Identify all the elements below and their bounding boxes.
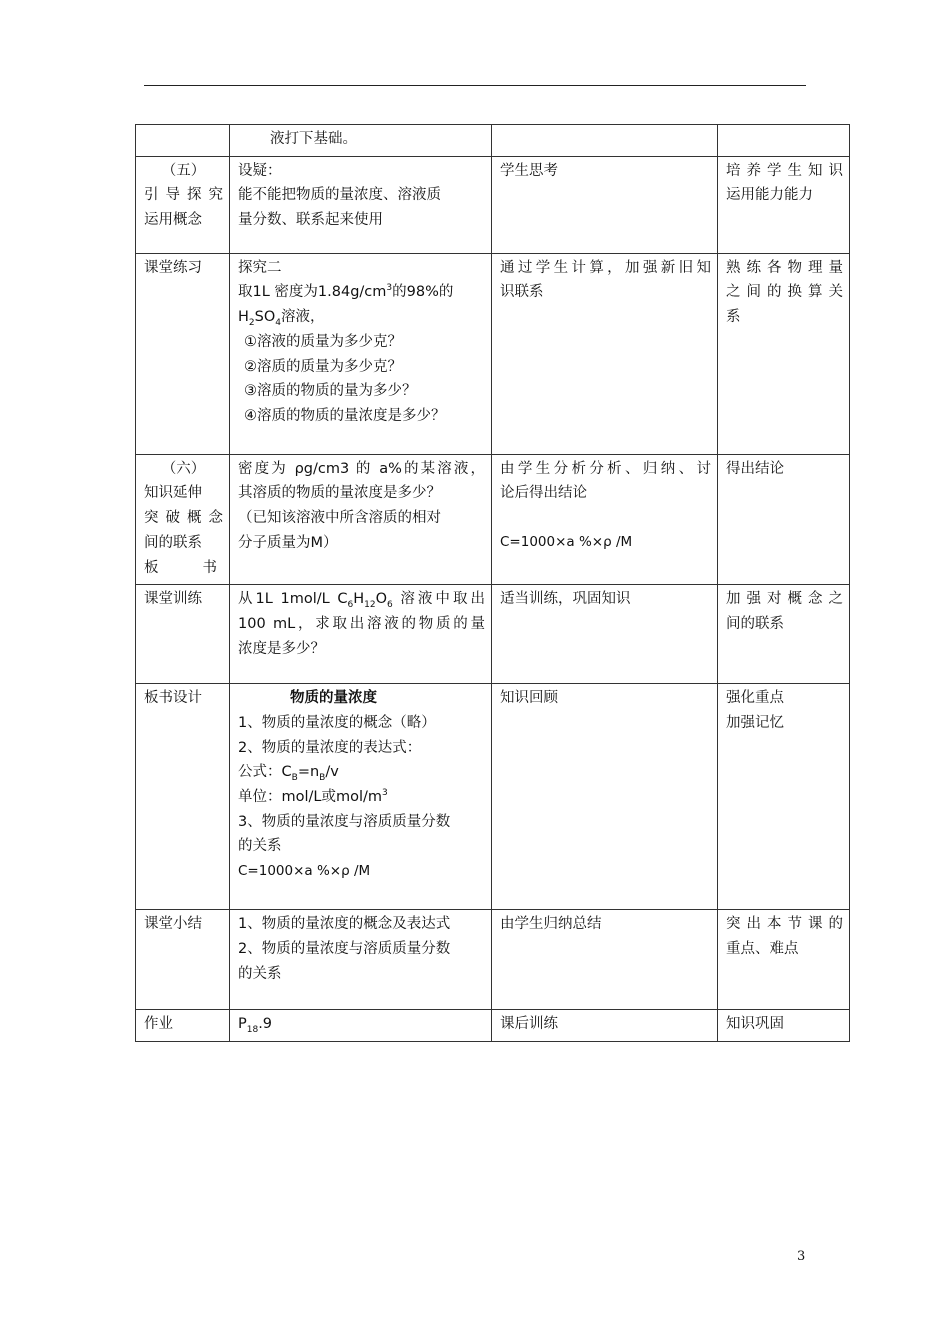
content-title: 探究二 (238, 259, 282, 276)
intent-cell (718, 585, 850, 684)
content-line: 密度为 ρg/cm3 的 a%的某溶液， (238, 460, 485, 477)
student-activity: 知识回顾 (500, 690, 558, 707)
student-activity: 适当训练，巩固知识 (500, 591, 631, 608)
design-intent: 间的联系 (726, 615, 784, 632)
content-line: 2、物质的量浓度与溶质质量分数 (238, 940, 451, 957)
content-line: 量分数、联系起来使用 (238, 212, 383, 229)
content-cell (230, 156, 492, 253)
stage-cell (136, 585, 230, 684)
student-formula: C=1000×a %×ρ /M (500, 534, 633, 551)
intent-cell (718, 684, 850, 910)
content-cell (230, 125, 492, 157)
intent-cell (718, 454, 850, 585)
content-cell (230, 1010, 492, 1042)
content-line: 1、物质的量浓度的概念（略） (238, 714, 436, 731)
stage-label: 间的联系 (144, 534, 202, 551)
student-activity: 由学生分析分析、归纳、讨 (500, 460, 711, 477)
intent-cell (718, 1010, 850, 1042)
student-activity: 学生思考 (500, 162, 558, 179)
content-line: 1、物质的量浓度的概念及表达式 (238, 916, 451, 933)
stage-label: 板书 (144, 559, 261, 576)
table-row (136, 253, 850, 454)
stage-label: 板书设计 (144, 690, 202, 707)
content-line: 浓度是多少？ (238, 640, 325, 657)
stage-label: 知识延伸 (144, 485, 202, 502)
content-question: 取1L 密度为$1.84g/cm^3$的98%的 (238, 283, 454, 301)
page-number: 3 (797, 1249, 806, 1264)
design-intent: 之间的换算关 (726, 284, 843, 301)
student-activity: 通过学生计算，加强新旧知 (500, 259, 711, 276)
stage-label: （五） (161, 162, 206, 179)
homework-ref: $P_{18}.9$ (238, 1016, 273, 1036)
stage-cell (136, 684, 230, 910)
stage-cell (136, 253, 230, 454)
student-cell (492, 1010, 718, 1042)
student-activity: 论后得出结论 (500, 485, 587, 502)
stage-cell (136, 454, 261, 585)
student-cell (492, 253, 718, 454)
content-line: （已知该溶液中所含溶质的相对 (238, 510, 441, 527)
content-line: 100 mL，求取出溶液的物质的量 (238, 615, 485, 632)
student-activity: 由学生归纳总结 (500, 916, 602, 933)
intent-cell (718, 910, 850, 1010)
content-line: 分子质量为M） (238, 534, 338, 551)
content-line: 从1L 1mol/L $C_6H_{12}O_6$ 溶液中取出 (238, 591, 485, 611)
content-cell (230, 585, 492, 684)
student-cell (492, 454, 718, 585)
stage-label: 课堂训练 (144, 591, 202, 608)
content-item: ④溶质的物质的量浓度是多少？ (244, 407, 446, 424)
content-line: 的关系 (238, 838, 282, 855)
content-line: 液打下基础。 (270, 131, 357, 147)
content-unit: 单位：mol/L或mol/$m^3$ (238, 788, 388, 806)
content-item: ②溶质的质量为多少克？ (244, 358, 402, 375)
content-item: ①溶液的质量为多少克？ (244, 333, 402, 350)
table-row (136, 125, 850, 157)
header-rule (144, 85, 806, 86)
content-line: 2、物质的量浓度的表达式： (238, 739, 422, 756)
content-cell (230, 910, 492, 1010)
content-line: 3、物质的量浓度与溶质质量分数 (238, 813, 451, 830)
stage-label: 运用概念 (144, 212, 202, 229)
student-cell (492, 156, 718, 253)
intent-cell (718, 156, 850, 253)
content-formula: 公式：$C_B=n_B/v$ (238, 764, 339, 784)
student-cell (492, 585, 718, 684)
content-line: 设疑： (238, 162, 282, 179)
content-cell (230, 684, 492, 910)
content-item: ③溶质的物质的量为多少？ (244, 383, 417, 400)
student-cell (492, 910, 718, 1010)
board-title: 物质的量浓度 (290, 690, 377, 707)
table-row (136, 156, 850, 253)
table-row (136, 585, 850, 684)
intent-cell (718, 125, 850, 157)
design-intent: 加强对概念之 (726, 591, 843, 608)
lesson-plan-table (135, 124, 850, 1042)
design-intent: 运用能力能力 (726, 187, 813, 204)
stage-label: （六） (161, 460, 206, 477)
table-row (136, 454, 850, 585)
design-intent: 加强记忆 (726, 714, 784, 731)
content-formula: $H_2SO_4$溶液， (238, 309, 325, 328)
content-cell (230, 454, 492, 585)
design-intent: 熟练各物理量 (726, 259, 843, 276)
stage-cell (136, 125, 230, 157)
design-intent: 知识巩固 (726, 1016, 784, 1033)
table-row (136, 910, 850, 1010)
stage-label: 课堂小结 (144, 916, 202, 933)
student-cell (492, 684, 718, 910)
content-line: 其溶质的物质的量浓度是多少？ (238, 485, 441, 502)
design-intent: 重点、难点 (726, 940, 799, 957)
table-row (136, 684, 850, 910)
student-activity: 识联系 (500, 284, 544, 301)
design-intent: 强化重点 (726, 690, 784, 707)
content-line: 的关系 (238, 965, 282, 982)
content-line: C=1000×a %×ρ /M (238, 863, 371, 880)
content-cell (230, 253, 492, 454)
stage-cell (136, 910, 230, 1010)
stage-label: 突破概念 (144, 510, 223, 527)
design-intent: 得出结论 (726, 460, 784, 477)
intent-cell (718, 253, 850, 454)
stage-cell (136, 1010, 230, 1042)
stage-label: 作业 (144, 1016, 173, 1033)
design-intent: 培养学生知识 (726, 162, 843, 179)
content-line: 能不能把物质的量浓度、溶液质 (238, 187, 441, 204)
stage-label: 课堂练习 (144, 259, 202, 276)
design-intent: 系 (726, 309, 741, 326)
student-cell (492, 125, 718, 157)
stage-label: 引导探究 (144, 187, 223, 204)
stage-cell (136, 156, 230, 253)
table-row (136, 1010, 850, 1042)
design-intent: 突出本节课的 (726, 916, 843, 933)
student-activity: 课后训练 (500, 1016, 558, 1033)
